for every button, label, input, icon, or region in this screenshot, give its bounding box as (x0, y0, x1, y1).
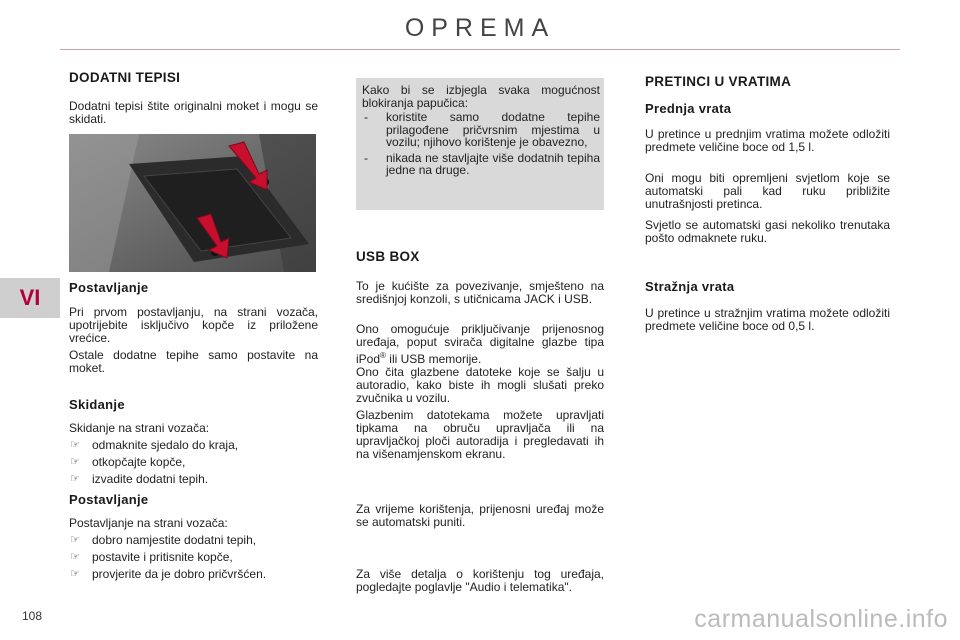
pointing-hand-icon: ☞ (70, 568, 80, 580)
front-doors-paragraph-3: Svjetlo se automatski gasi nekoliko trenutaka pošto odmaknete ruku. (645, 218, 890, 245)
section-heading-usb-box: USB BOX (356, 249, 420, 264)
subsection-title-installation: Postavljanje (69, 280, 149, 295)
reinstallation-steps-list (69, 534, 318, 585)
front-doors-paragraph-2: Oni mogu biti opremljeni svjetlom koje se automatski pali kad ruku približite unutrašnjosti pretinca. (645, 171, 890, 211)
header-divider (60, 49, 900, 50)
pointing-hand-icon: ☞ (70, 456, 80, 468)
floor-mat-illustration (69, 134, 316, 272)
section-heading-floor-mats: DODATNI TEPISI (69, 70, 181, 85)
section-heading-door-pockets: PRETINCI U VRATIMA (645, 74, 792, 89)
usb-paragraph-6: Za više detalja o korištenju tog uređaja, pogledajte poglavlje "Audio i telematika". (356, 567, 604, 594)
list-item: ☞ otkopčajte kopče, (70, 455, 186, 469)
page-header-title: OPREMA (404, 14, 556, 42)
usb-paragraph-5: Za vrijeme korištenja, prijenosni uređaj može se automatski puniti. (356, 502, 604, 529)
usb-paragraph-1: To je kućište za povezivanje, smješteno na središnjoj konzoli, s utičnicama JACK i USB. (356, 279, 604, 306)
warning-note-box (356, 78, 604, 210)
chapter-tab[interactable]: VI (0, 278, 60, 318)
list-item: ☞ provjerite da je dobro pričvršćen. (70, 567, 267, 581)
page-number: 108 (22, 609, 43, 623)
subsection-title-front-doors: Prednja vrata (645, 101, 732, 116)
pointing-hand-icon: ☞ (70, 473, 80, 485)
usb-paragraph-2: Ono omogućuje priključivanje prijenosnog uređaja, poput svirača digitalne glazbe tipa iPod® ili USB memorije. (356, 322, 604, 366)
subsection-title-rear-doors: Stražnja vrata (645, 279, 735, 294)
list-item: ☞ odmaknite sjedalo do kraja, (70, 438, 239, 452)
pointing-hand-icon: ☞ (70, 551, 80, 563)
subsection-title-removal: Skidanje (69, 397, 125, 412)
rear-doors-paragraph-1: U pretince u stražnjim vratima možete odložiti predmete veličine boce od 0,5 l. (645, 306, 890, 333)
list-item: ☞ dobro namjestite dodatni tepih, (70, 533, 257, 547)
floor-mat-photo (69, 134, 316, 272)
list-item: - nikada ne stavljajte više dodatnih tepiha jedne na druge. (364, 150, 600, 177)
pointing-hand-icon: ☞ (70, 534, 80, 546)
removal-steps-list (69, 439, 318, 490)
pointing-hand-icon: ☞ (70, 439, 80, 451)
note-list (362, 111, 600, 177)
usb-paragraph-4: Glazbenim datotekama možete upravljati tipkama na obruču upravljača ili na upravljačkoj ploči autoradija i pregledavati ih na višenamjenskom ekranu. (356, 408, 604, 461)
installation-paragraph-2: Ostale dodatne tepihe samo postavite na moket. (69, 348, 318, 375)
front-doors-paragraph-1: U pretince u prednjim vratima možete odložiti predmete veličine boce od 1,5 l. (645, 127, 890, 154)
reinstallation-intro: Postavljanje na strani vozača: (69, 516, 228, 530)
watermark-text: carmanualsonline.info (694, 605, 948, 633)
floor-mats-intro: Dodatni tepisi štite originalni moket i mogu se skidati. (69, 99, 318, 126)
subsection-title-reinstallation: Postavljanje (69, 492, 149, 507)
note-intro: Kako bi se izbjegla svaka mogućnost blokiranja papučica: (362, 83, 600, 110)
list-item: ☞ izvadite dodatni tepih. (70, 472, 209, 486)
list-item: ☞ postavite i pritisnite kopče, (70, 550, 233, 564)
usb-paragraph-3: Ono čita glazbene datoteke koje se šalju u autoradio, kako biste ih mogli slušati preko zvučnika u vozilu. (356, 365, 604, 405)
list-item: - koristite samo dodatne tepihe prilagođene pričvrsnim mjestima u vozilu; njihovo korištenje je obavezno, (364, 110, 600, 149)
removal-intro: Skidanje na strani vozača: (69, 421, 210, 435)
installation-paragraph-1: Pri prvom postavljanju, na strani vozača, upotrijebite isključivo kopče iz priložene vrećice. (69, 305, 318, 345)
